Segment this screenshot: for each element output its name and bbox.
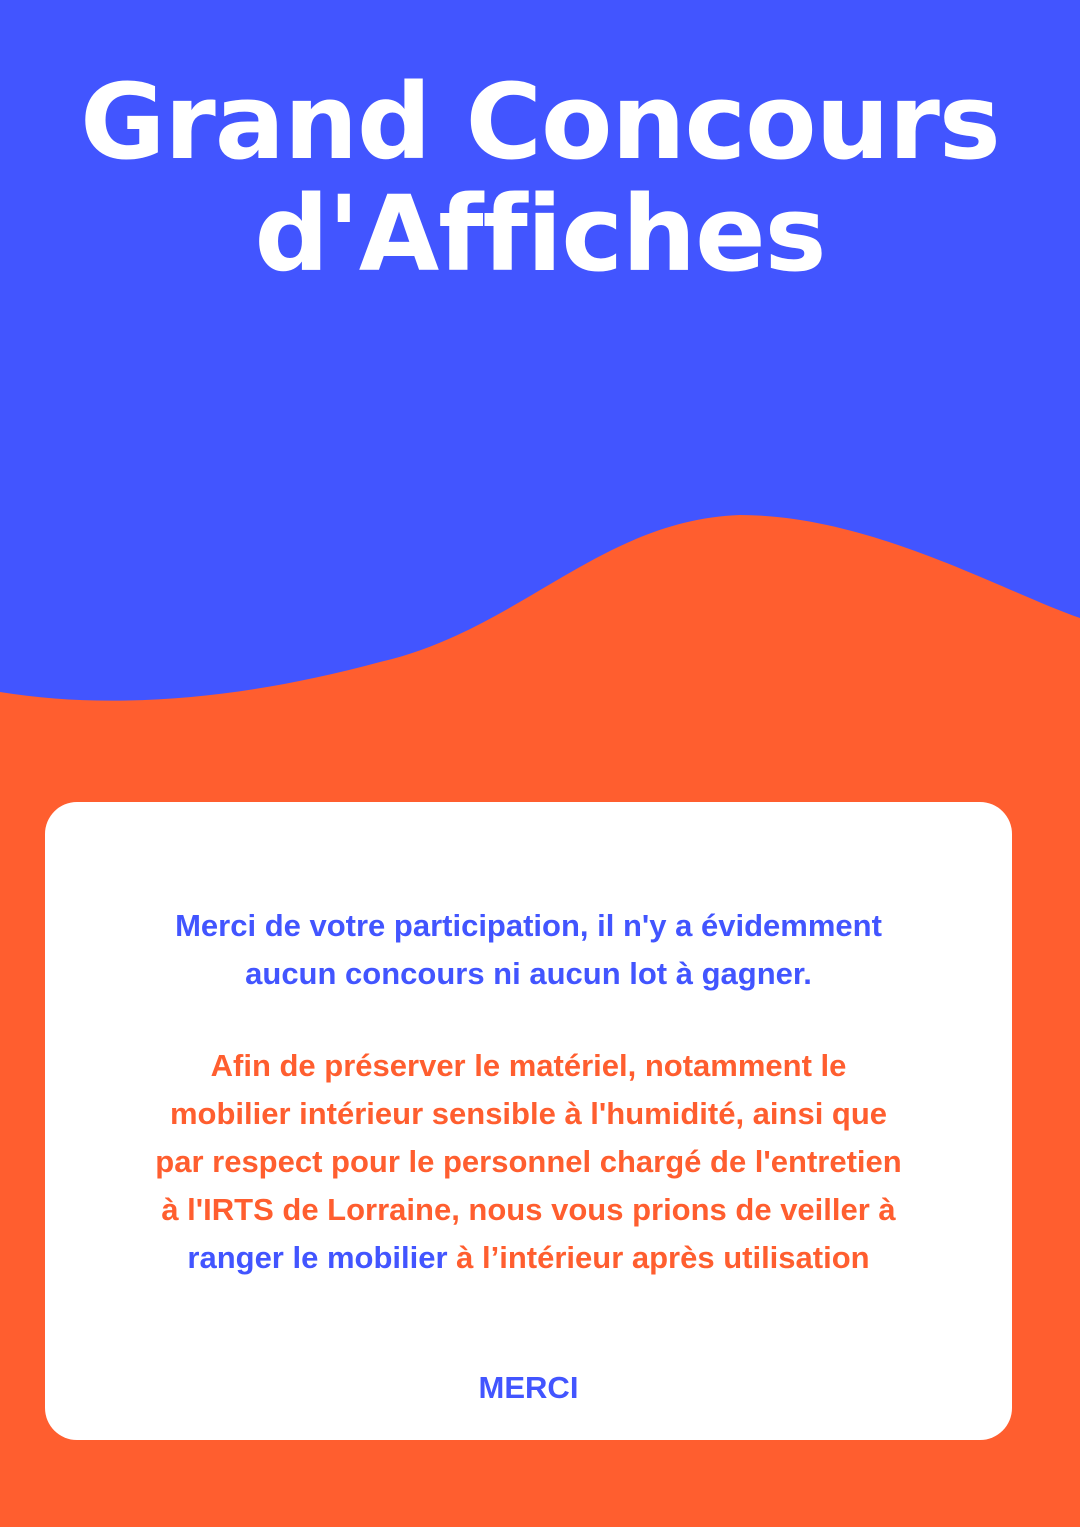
notice-paragraph <box>45 1042 1012 1282</box>
notice-line-3: par respect pour le personnel chargé de l'entretien <box>155 1144 902 1179</box>
title-line-1: Grand Concours <box>80 61 1000 183</box>
notice-line-2: mobilier intérieur sensible à l'humidité, ainsi que <box>169 1096 888 1131</box>
intro-line-1: Merci de votre participation, il n'y a évidemment <box>175 908 882 943</box>
notice-line-5-orange: à l’intérieur après utilisation <box>447 1240 870 1275</box>
intro-paragraph <box>45 902 1012 998</box>
closing-thanks: MERCI <box>478 1370 579 1405</box>
message-card <box>45 802 1012 1440</box>
notice-line-1: Afin de préserver le matériel, notamment le <box>210 1048 847 1083</box>
notice-line-4: à l'IRTS de Lorraine, nous vous prions de veiller à <box>161 1192 896 1227</box>
poster-title <box>0 61 1080 295</box>
intro-line-2: aucun concours ni aucun lot à gagner. <box>245 956 812 991</box>
title-line-2: d'Affiches <box>254 173 826 295</box>
notice-line-5 <box>45 1234 1012 1282</box>
notice-line-5-blue: ranger le mobilier <box>187 1240 448 1275</box>
